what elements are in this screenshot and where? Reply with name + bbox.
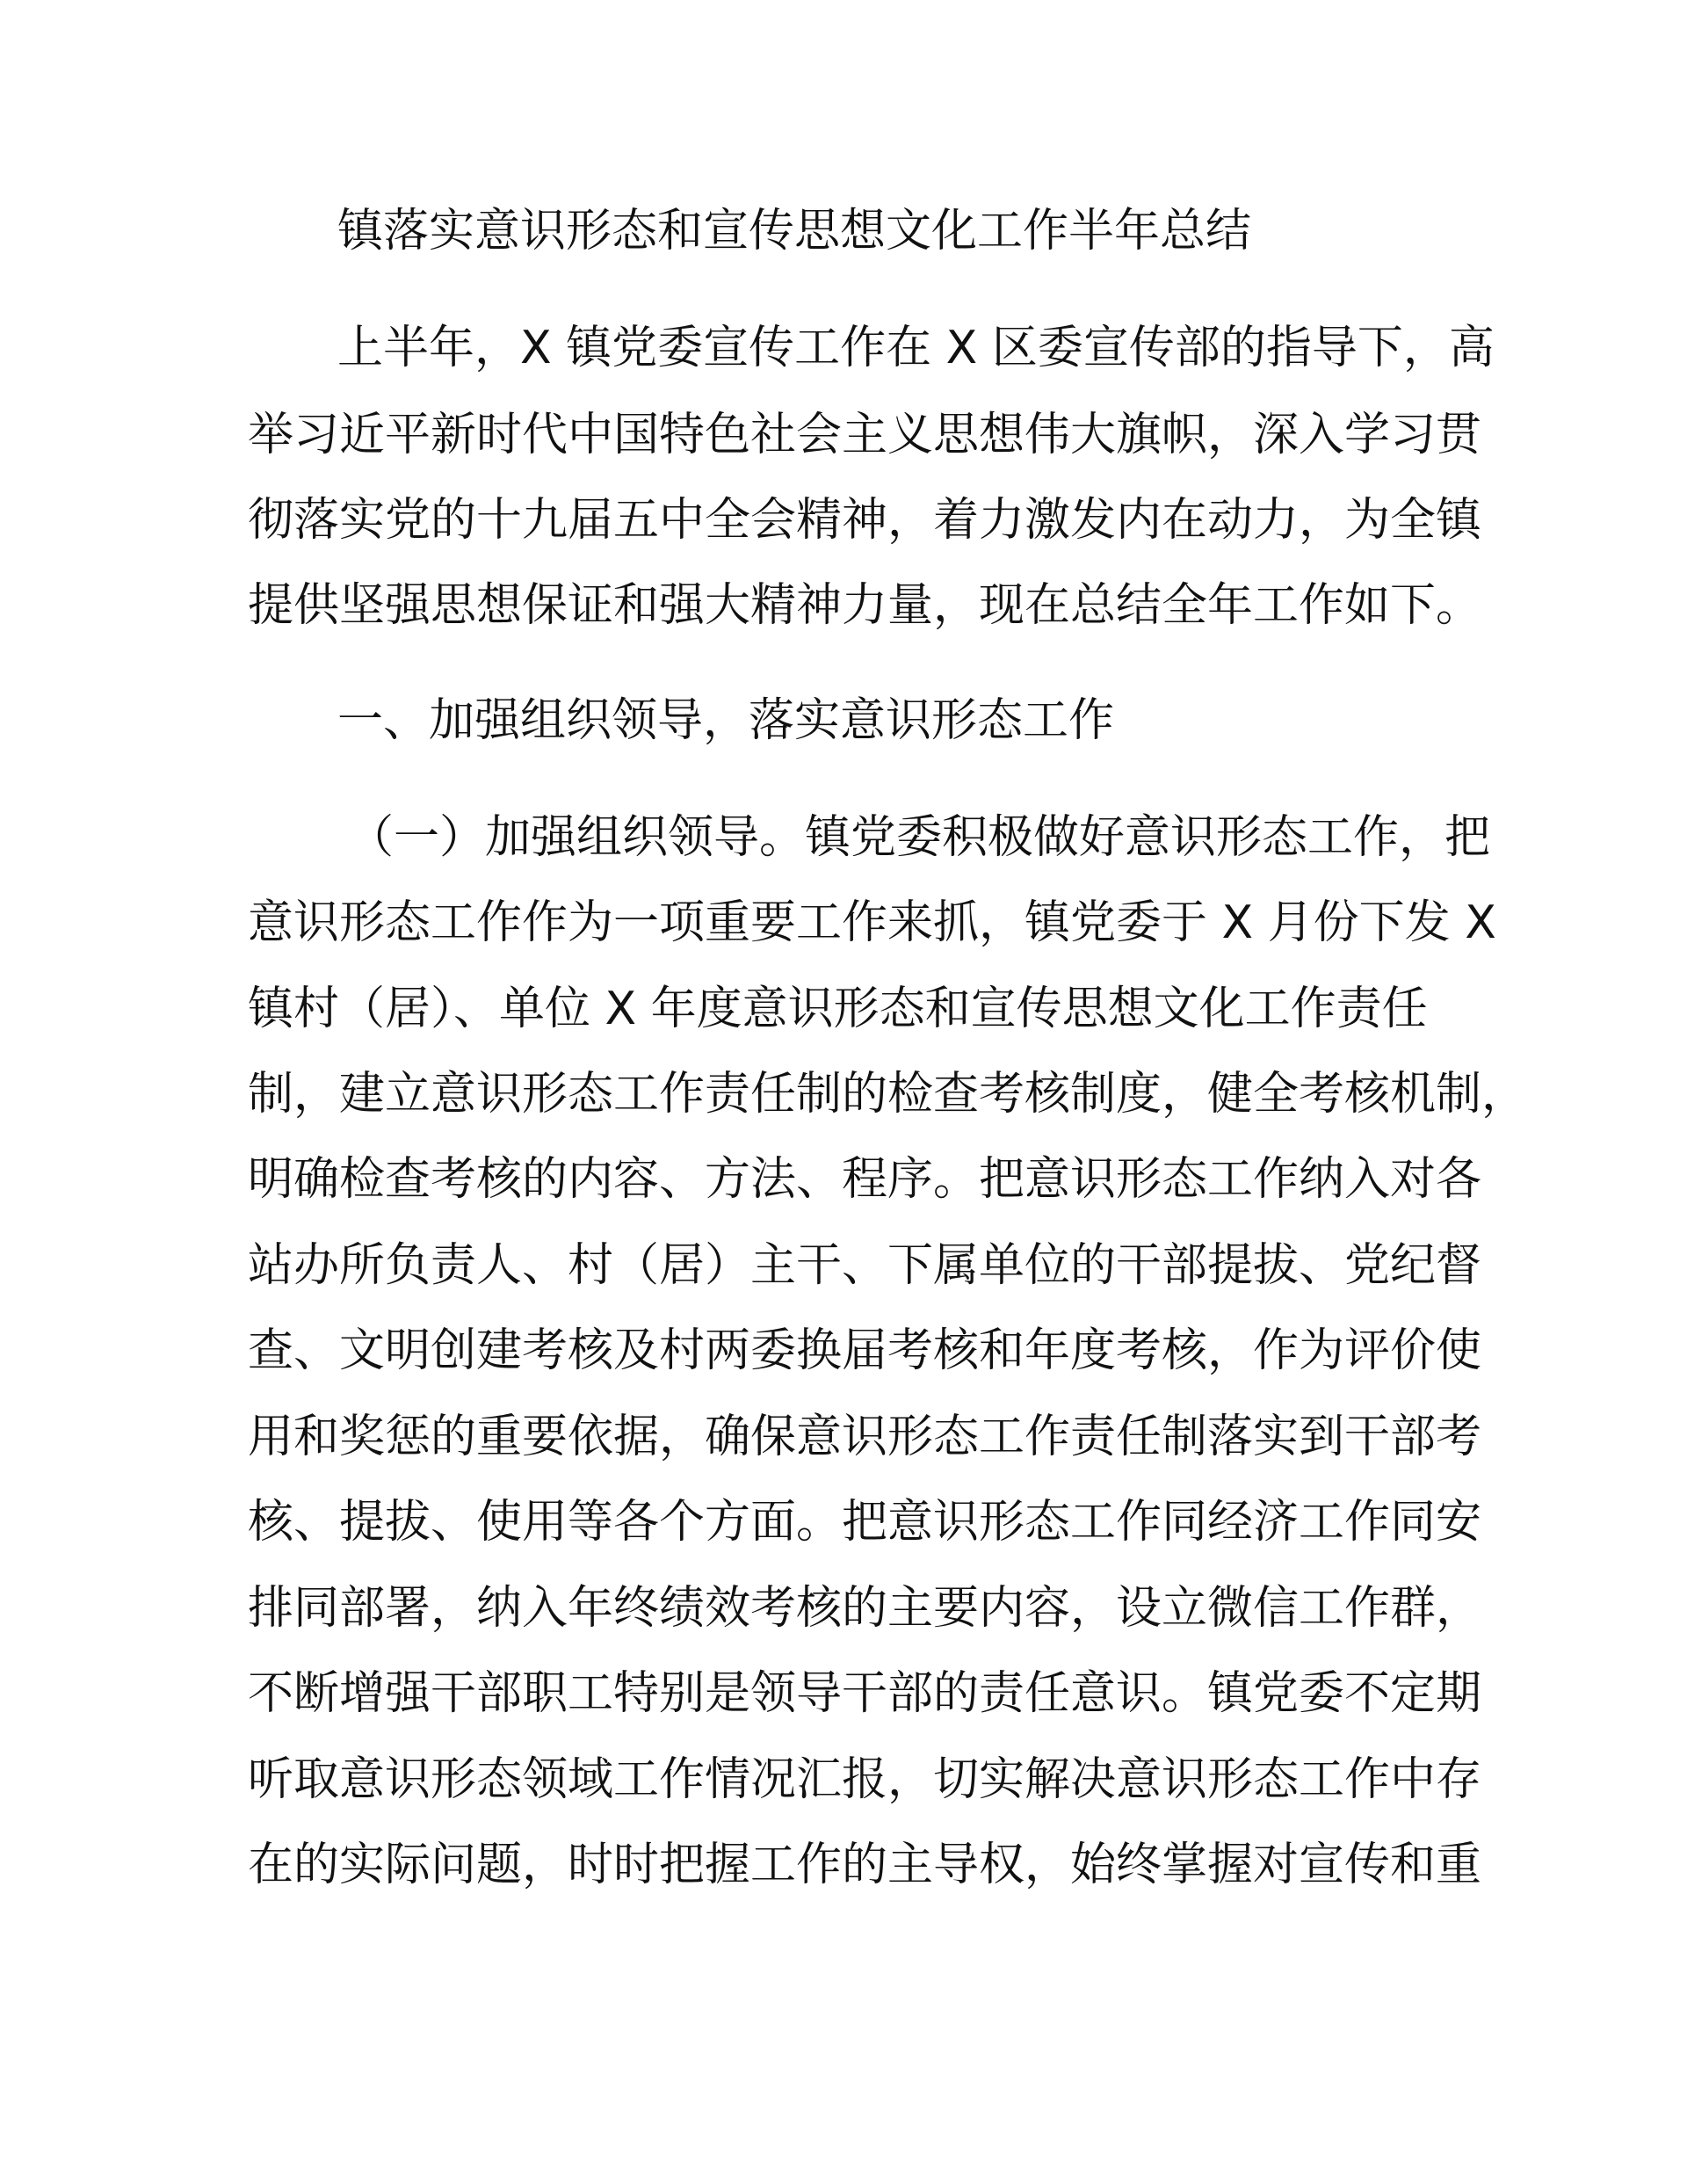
- subsection-line: （一）加强组织领导。镇党委积极做好意识形态工作，把: [348, 811, 1491, 864]
- intro-line: 彻落实党的十九届五中全会精神，着力激发内在动力，为全镇: [248, 494, 1482, 547]
- section-heading: 一、加强组织领导，落实意识形态工作: [337, 694, 1115, 747]
- document-title: 镇落实意识形态和宣传思想文化工作半年总结: [337, 205, 1252, 258]
- subsection-line: 站办所负责人、村（居）主干、下属单位的干部提拔、党纪督: [248, 1239, 1482, 1292]
- subsection-line: 查、文明创建考核及村两委换届考核和年度考核，作为评价使: [248, 1324, 1482, 1377]
- subsection-line: 听取意识形态领域工作情况汇报，切实解决意识形态工作中存: [248, 1753, 1482, 1806]
- subsection-line: 核、提拔、使用等各个方面。把意识形态工作同经济工作同安: [248, 1496, 1482, 1549]
- subsection-line: 不断增强干部职工特别是领导干部的责任意识。镇党委不定期: [248, 1667, 1482, 1720]
- subsection-line: 在的实际问题，时时把握工作的主导权，始终掌握对宣传和重: [248, 1839, 1482, 1891]
- intro-line: 举习近平新时代中国特色社会主义思想伟大旗帜，深入学习贯: [248, 409, 1482, 461]
- subsection-line: 用和奖惩的重要依据，确保意识形态工作责任制落实到干部考: [248, 1411, 1482, 1463]
- intro-line: 上半年，X 镇党委宣传工作在 X 区委宣传部的指导下，高: [337, 322, 1495, 374]
- subsection-line: 明确检查考核的内容、方法、程序。把意识形态工作纳入对各: [248, 1153, 1482, 1206]
- subsection-line: 制，建立意识形态工作责任制的检查考核制度，健全考核机制，: [248, 1068, 1528, 1121]
- subsection-line: 排同部署，纳入年终绩效考核的主要内容，设立微信工作群，: [248, 1582, 1482, 1635]
- subsection-line: 镇村（居）、单位 X 年度意识形态和宣传思想文化工作责任: [248, 983, 1428, 1035]
- intro-line: 提供坚强思想保证和强大精神力量，现在总结全年工作如下。: [248, 579, 1482, 632]
- subsection-line: 意识形态工作作为一项重要工作来抓，镇党委于 X 月份下发 X: [248, 896, 1496, 949]
